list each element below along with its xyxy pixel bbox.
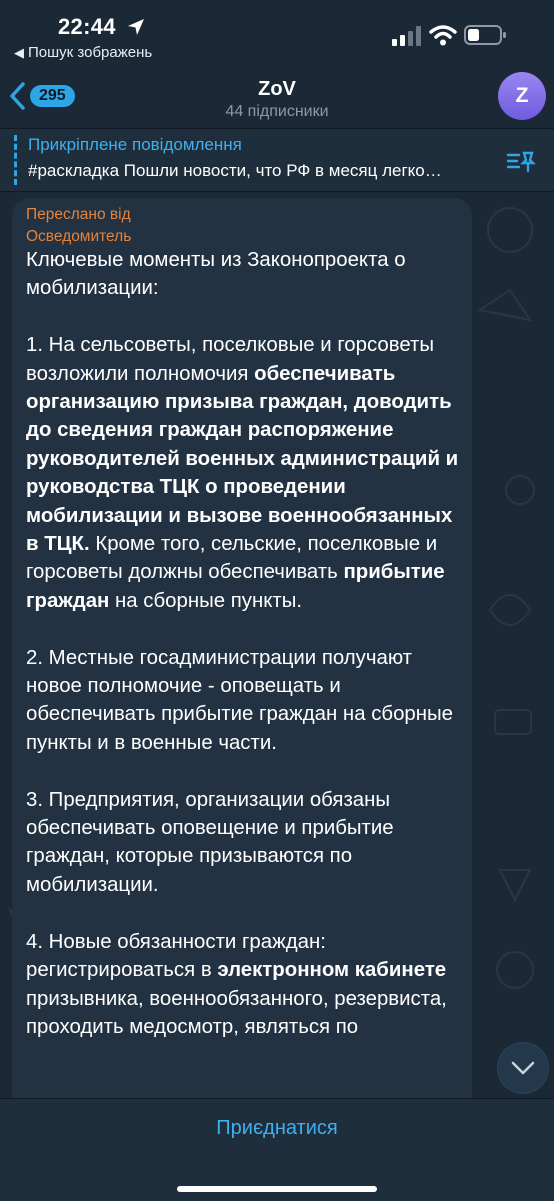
message-intro: Ключевые моменты из Законопроекта о мобилизации: — [26, 249, 406, 300]
chat-header — [0, 66, 554, 128]
wifi-icon — [429, 24, 457, 46]
message-point-1: 1. На сельсоветы, поселковые и горсоветы возложили полномочия обеспечивать организацию призыва граждан, доводить до сведения граждан распоряжение руководителей военных администраций и руководства ТЦК о проведении мобилизации и вызове военнообязанных в ТЦК. Кроме того, сельские, поселковые и горсоветы должны обеспечивать прибытие граждан на сборные пункты. — [26, 334, 459, 612]
home-indicator[interactable] — [177, 1186, 377, 1192]
channel-title[interactable]: ZoV — [258, 78, 296, 100]
pinned-indicator — [14, 135, 20, 185]
pinned-message-bar[interactable] — [0, 128, 554, 192]
message-point-2: 2. Местные госадминистрации получают новое полномочие - оповещать и обеспечивать прибытие граждан на сборные пункты и в военные части. — [26, 646, 454, 754]
join-channel-button[interactable]: Приєднатися — [216, 1117, 338, 1139]
chevron-down-icon — [511, 1061, 535, 1075]
message-point-3: 3. Предприятия, организации обязаны обеспечивать оповещение и прибытие граждан, которые призываются по мобилизации. — [26, 788, 394, 896]
pinned-text: #раскладка Пошли новости, что РФ в месяц легко… — [28, 161, 442, 180]
message-text — [26, 246, 466, 1041]
clock: 22:44 — [58, 14, 116, 39]
status-bar — [0, 0, 554, 66]
unread-count-badge: 295 — [30, 85, 75, 107]
pinned-list-icon[interactable] — [506, 149, 536, 173]
battery-icon — [464, 24, 508, 46]
channel-avatar[interactable]: Z — [498, 72, 546, 120]
forwarded-header[interactable] — [26, 204, 131, 248]
back-to-app-arrow-icon: ◀ — [14, 45, 24, 60]
message-point-4: 4. Новые обязанности граждан: регистрироваться в электронном кабинете призывника, военнообязанного, резервиста, проходить медосмотр, являться по — [26, 930, 447, 1038]
pinned-title: Прикріплене повідомлення — [28, 135, 242, 154]
subscriber-count: 44 підписники — [225, 103, 329, 120]
forwarded-source[interactable]: Осведомитель — [26, 228, 132, 245]
cellular-signal-icon — [392, 26, 422, 46]
scroll-to-bottom-button[interactable] — [497, 1042, 549, 1094]
back-to-app-label: Пошук зображень — [28, 44, 153, 61]
location-arrow-icon — [126, 17, 146, 37]
back-to-app-link[interactable] — [14, 44, 152, 61]
forwarded-label: Переслано від — [26, 206, 131, 223]
